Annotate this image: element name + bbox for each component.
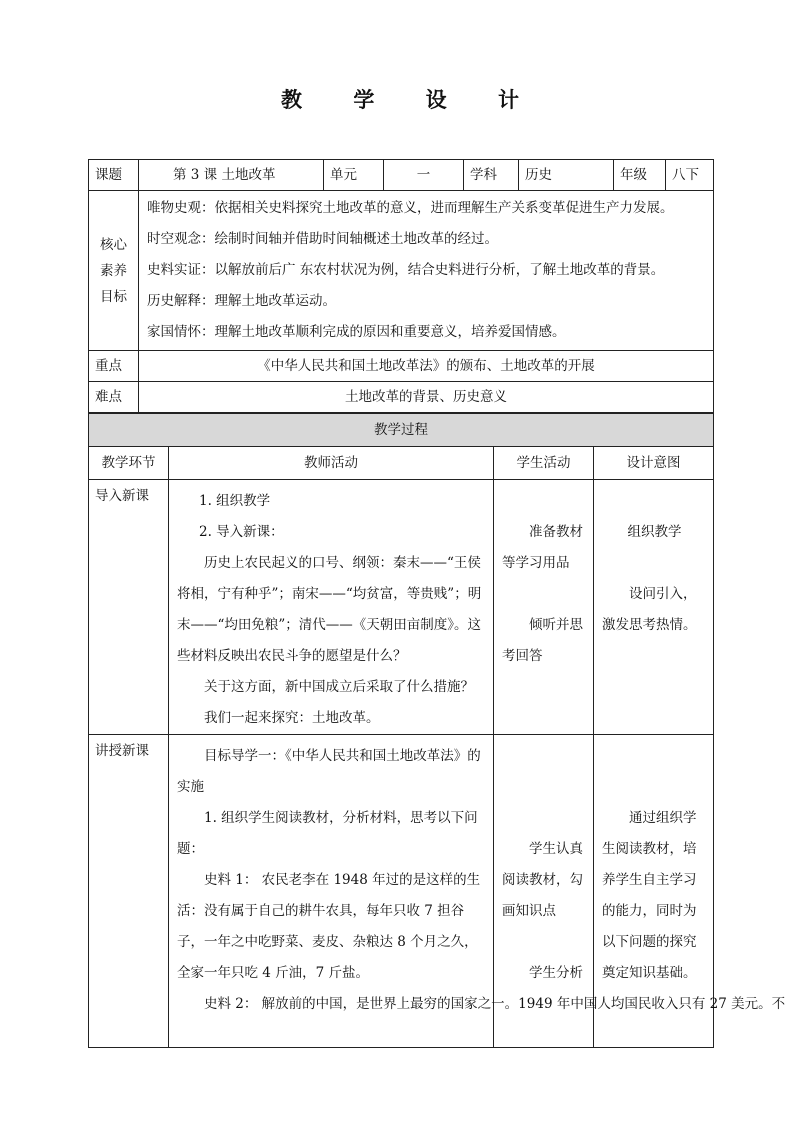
lecture-teacher-activity: 目标导学一：《中华人民共和国土地改革法》的实施 1. 组织学生阅读教材，分析材料，思考以下问题： 史料 1： 农民老李在 1948 年过的是这样的生活：没有属于自己的耕牛农具，每年只收 7 担谷子，一年之中吃野菜、麦皮、杂粮达 8 个月之久，全家一年只吃 4 斤油，7 斤盐。 史料 2： 解放前的中国，是世界上最穷的国家之一。1949 年中国人均国民收入只有 27 美元。不: [169, 735, 494, 1048]
process-header-row: [89, 447, 714, 480]
core-label: 核心 素养 目标: [89, 191, 139, 351]
difficult-point-label: 难点: [89, 382, 139, 413]
header-intent: 设计意图: [594, 447, 714, 480]
header-teacher: 教师活动: [169, 447, 494, 480]
document-title: 教 学 设 计: [281, 88, 541, 112]
course-value: 第 3 课 土地改革: [139, 160, 324, 191]
key-point-row: [89, 351, 714, 382]
lecture-student-activity: 学生认真阅读教材，勾画知识点 学生分析: [494, 735, 594, 1048]
intro-design-intent: 组织教学 设问引入，激发思考热情。: [594, 480, 714, 735]
process-title: 教学过程: [89, 414, 714, 447]
teaching-process-table: [88, 413, 786, 1048]
intro-stage: 导入新课: [89, 480, 169, 735]
header-row: [89, 160, 714, 191]
lecture-row: [89, 735, 714, 1048]
goal-materialism: 唯物史观：依据相关史料探究土地改革的意义，进而理解生产关系变革促进生产力发展。: [147, 200, 674, 216]
header-stage: 教学环节: [89, 447, 169, 480]
header-student: 学生活动: [494, 447, 594, 480]
core-row: [89, 191, 714, 351]
grade-value: 八下: [666, 160, 714, 191]
unit-label: 单元: [324, 160, 384, 191]
intro-student-activity: 准备教材等学习用品 倾听并思考回答: [494, 480, 594, 735]
unit-value: 一: [384, 160, 464, 191]
key-point-value: 《中华人民共和国土地改革法》的颁布、土地改革的开展: [139, 351, 714, 382]
grade-label: 年级: [614, 160, 666, 191]
process-title-row: [89, 414, 714, 447]
subject-value: 历史: [519, 160, 614, 191]
key-point-label: 重点: [89, 351, 139, 382]
goal-interpretation: 历史解释：理解土地改革运动。: [147, 293, 336, 309]
goal-spacetime: 时空观念：绘制时间轴并借助时间轴概述土地改革的经过。: [147, 231, 498, 247]
lecture-design-intent: 通过组织学生阅读教材，培养学生自主学习的能力，同时为以下问题的探究奠定知识基础。: [594, 735, 714, 1048]
goal-evidence: 史料实证：以解放前后广 东农村状况为例，结合史料进行分析，了解土地改革的背景。: [147, 262, 665, 278]
core-goals: [139, 191, 714, 351]
lesson-info-table: [88, 159, 714, 413]
intro-row: [89, 480, 714, 735]
subject-label: 学科: [464, 160, 519, 191]
course-label: 课题: [89, 160, 139, 191]
difficult-point-value: 土地改革的背景、历史意义: [139, 382, 714, 413]
difficult-point-row: [89, 382, 714, 413]
intro-teacher-activity: 1. 组织教学 2. 导入新课： 历史上农民起义的口号、纲领：秦末——“王侯将相，宁有种乎”；南宋——“均贫富，等贵贱”；明末——“均田免粮”；清代——《天朝田亩制度》。这些材料反映出农民斗争的愿望是什么？ 关于这方面，新中国成立后采取了什么措施？ 我们一起来探究：土地改革。: [169, 480, 494, 735]
lecture-stage: 讲授新课: [89, 735, 169, 1048]
goal-patriotism: 家国情怀：理解土地改革顺利完成的原因和重要意义，培养爱国情感。: [147, 324, 566, 340]
